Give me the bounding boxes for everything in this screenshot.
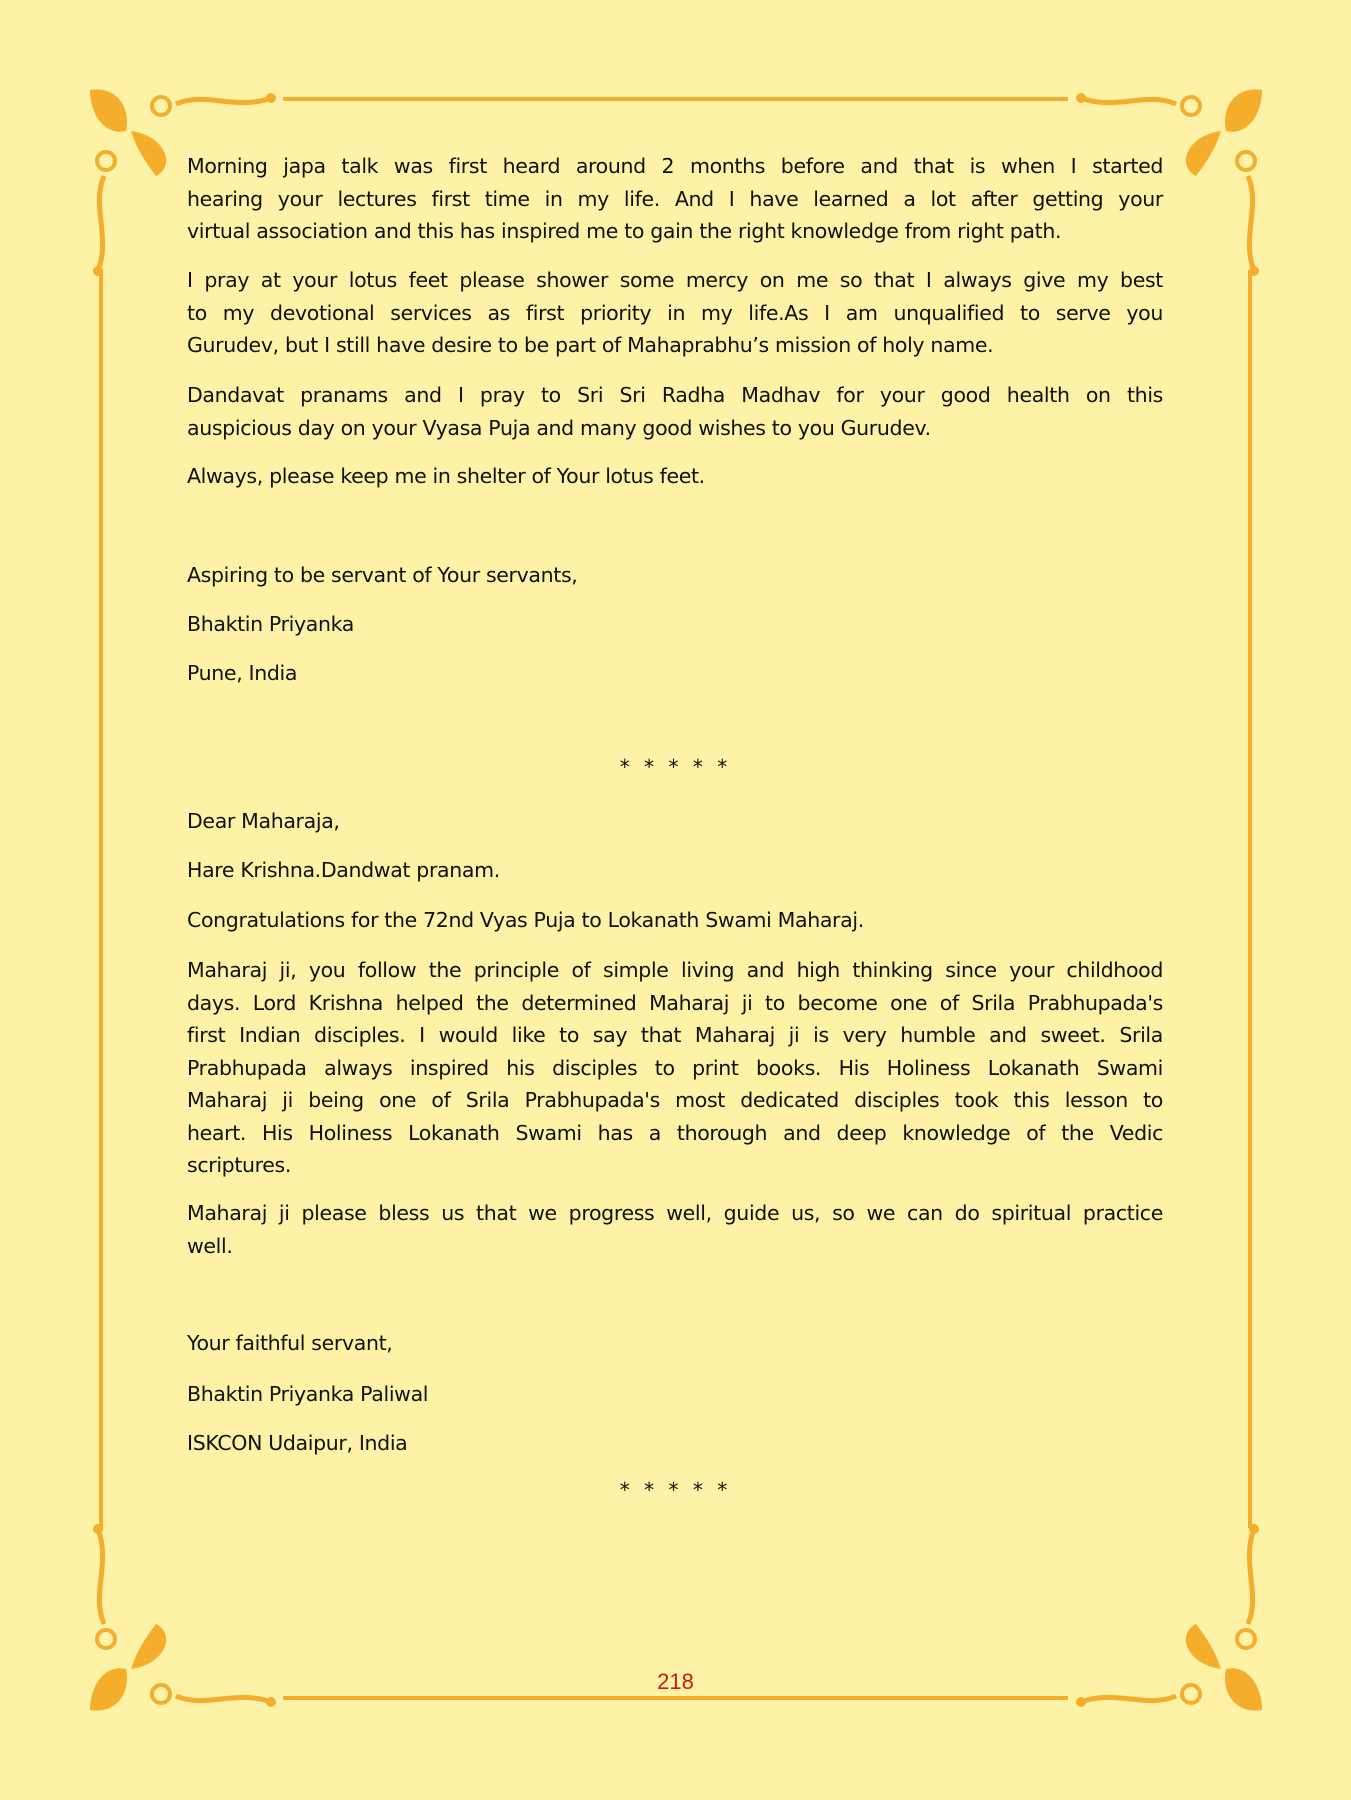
letter2-paragraph-3	[187, 1197, 1163, 1262]
text-line: heart. His Holiness Lokanath Swami has a thorough and deep knowledge of the Vedic	[187, 1120, 1163, 1145]
separator: * * * * *	[619, 1478, 732, 1502]
text-line: scriptures.	[187, 1153, 292, 1177]
text-line: Maharaj ji, you follow the principle of simple living and high thinking since your childhood	[187, 958, 1163, 982]
text-line: first Indian disciples. I would like to say that Maharaj ji is very humble and sweet. Srila	[187, 1023, 1163, 1047]
border-right	[1248, 270, 1252, 1528]
text-line: hearing your lectures first time in my life. And I have learned a lot after getting your	[187, 186, 1163, 211]
letter2-location: ISKCON Udaipur, India	[187, 1431, 408, 1455]
text-line: Dandavat pranams and I pray to Sri Sri Radha Madhav for your good health on this	[187, 383, 1163, 407]
letter1-closing: Aspiring to be servant of Your servants,	[187, 563, 578, 587]
letter2-paragraph-2	[187, 954, 1163, 1182]
text-line: I pray at your lotus feet please shower some mercy on me so that I always give my best	[187, 268, 1163, 292]
letter1-paragraph-3	[187, 379, 1163, 444]
letter1-signature-name: Bhaktin Priyanka	[187, 612, 355, 636]
page-number: 218	[657, 1669, 694, 1694]
text-line: Morning japa talk was first heard around 2 months before and that is when I started	[187, 154, 1163, 178]
border-left	[99, 270, 103, 1528]
separator: * * * * *	[619, 755, 732, 779]
letter2-salutation: Dear Maharaja,	[187, 809, 340, 833]
text-line: to my devotional services as first priority in my life.As I am unqualified to serve you	[187, 300, 1163, 325]
border-top	[283, 97, 1068, 101]
text-line: Maharaj ji being one of Srila Prabhupada's most dedicated disciples took this lesson to	[187, 1088, 1163, 1112]
text-line: well.	[187, 1233, 233, 1258]
letter2-greeting: Hare Krishna.Dandwat pranam.	[187, 858, 500, 882]
letter2-signature-name: Bhaktin Priyanka Paliwal	[187, 1382, 429, 1406]
text-line: virtual association and this has inspired me to gain the right knowledge from right path.	[187, 219, 1062, 243]
text-line: Gurudev, but I still have desire to be part of Mahaprabhu’s mission of holy name.	[187, 333, 994, 357]
text-line: Congratulations for the 72nd Vyas Puja to Lokanath Swami Maharaj.	[187, 908, 864, 932]
letter2-closing: Your faithful servant,	[187, 1331, 393, 1355]
text-line: Always, please keep me in shelter of Your lotus feet.	[187, 464, 705, 488]
text-line: auspicious day on your Vyasa Puja and many good wishes to you Gurudev.	[187, 415, 931, 440]
letter1-location: Pune, India	[187, 661, 298, 685]
border-bottom	[283, 1696, 1068, 1700]
text-line: days. Lord Krishna helped the determined Maharaj ji to become one of Srila Prabhupada's	[187, 990, 1163, 1015]
text-line: Prabhupada always inspired his disciples to print books. His Holiness Lokanath Swami	[187, 1055, 1163, 1080]
letter1-paragraph-2	[187, 264, 1163, 362]
letter2-paragraph-1	[187, 904, 1163, 937]
letter1-paragraph-4	[187, 460, 1163, 493]
letter1-paragraph-1	[187, 150, 1163, 248]
text-line: Maharaj ji please bless us that we progress well, guide us, so we can do spiritual practice	[187, 1201, 1163, 1225]
